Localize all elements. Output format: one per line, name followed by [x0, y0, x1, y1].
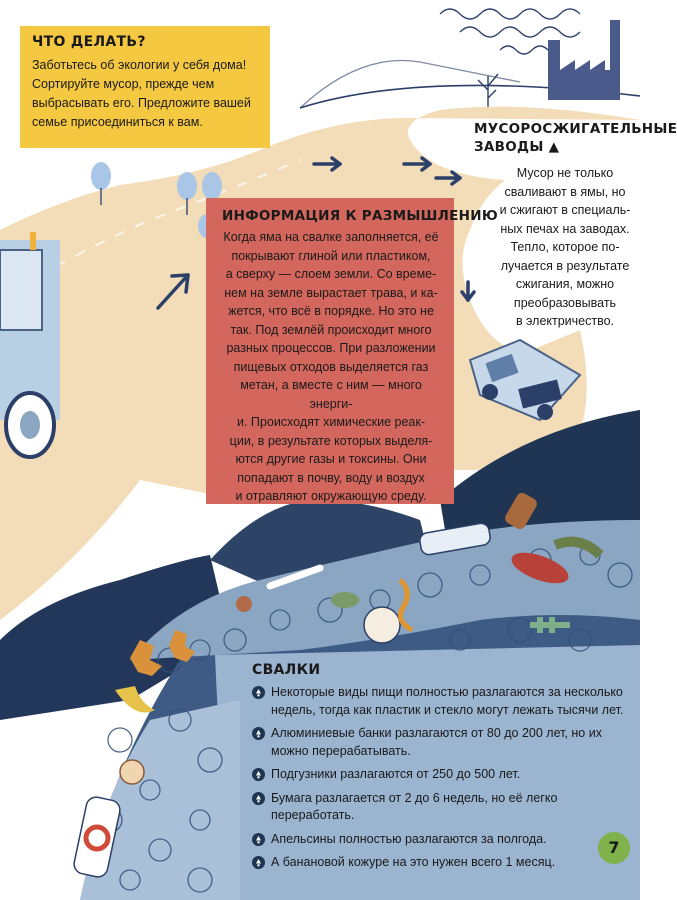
- recycle-bullet-icon: [252, 686, 265, 699]
- list-item: [252, 790, 640, 825]
- landfill-fact-text: Подгузники разлагаются от 250 до 500 лет.: [271, 767, 521, 781]
- info-text: Когда яма на свалке заполняется, её покрывают глиной или пластиком, а сверху — слоем земли. Со време- нем на земле вырастает трава, и ка- жется, что всё в порядке. Но это не так. Под землёй происходит много разных процессов. При разложении пищевых отходов выделяется газ метан, а вместе с ним — много энерги- и. Происходят химические реак- ции, в результате которых выделя- ются другие газы и токсины. Они попадают в почву, воду и воздух и отравляют окружающую среду.: [223, 230, 439, 503]
- recycle-bullet-icon: [252, 792, 265, 805]
- info-box: [206, 198, 498, 504]
- garbage-truck-left: [0, 232, 60, 457]
- recycle-bullet-icon: [252, 833, 265, 846]
- incinerators-title: МУСОРОСЖИГАТЕЛЬНЫЕ ЗАВОДЫ ▲: [474, 121, 677, 155]
- list-item: [252, 831, 640, 849]
- recycle-bullet-icon: [252, 856, 265, 869]
- landfill-fact-text: Некоторые виды пищи полностью разлагаются за несколько недель, тогда как пластик и стекло могут лежать тысячи лет.: [271, 685, 624, 717]
- landfills-title: СВАЛКИ: [252, 662, 321, 678]
- what-to-do-text: Заботьтесь об экологии у себя дома! Сортируйте мусор, прежде чем выбрасывать его. Предложите вашей семье присоединиться к вам.: [32, 58, 251, 129]
- page-number: 7: [598, 832, 630, 864]
- what-to-do-title: ЧТО ДЕЛАТЬ?: [32, 34, 146, 50]
- recycle-bullet-icon: [252, 768, 265, 781]
- landfill-fact-text: Апельсины полностью разлагаются за полгода.: [271, 831, 547, 846]
- list-item: [252, 725, 640, 760]
- list-item: [252, 684, 640, 719]
- what-to-do-box: [20, 26, 270, 148]
- landfills-list: [252, 684, 640, 878]
- info-title: ИНФОРМАЦИЯ К РАЗМЫШЛЕНИЮ: [222, 208, 498, 224]
- landfill-fact-text: Алюминиевые банки разлагаются от 80 до 200 лет, но их можно перерабатывать.: [271, 726, 602, 758]
- list-item: [252, 766, 640, 784]
- incinerators-text: Мусор не только сваливают в ямы, но и сжигают в специаль- ных печах на заводах. Тепло, которое по- лучается в результате сжигания, можно преобразовывать в электричество.: [499, 166, 631, 328]
- landfill-fact-text: А банановой кожуре на это нужен всего 1 месяц.: [271, 855, 556, 869]
- list-item: [252, 854, 640, 872]
- recycle-bullet-icon: [252, 727, 265, 740]
- landfill-fact-text: Бумага разлагается от 2 до 6 недель, но её легко переработать.: [271, 790, 558, 822]
